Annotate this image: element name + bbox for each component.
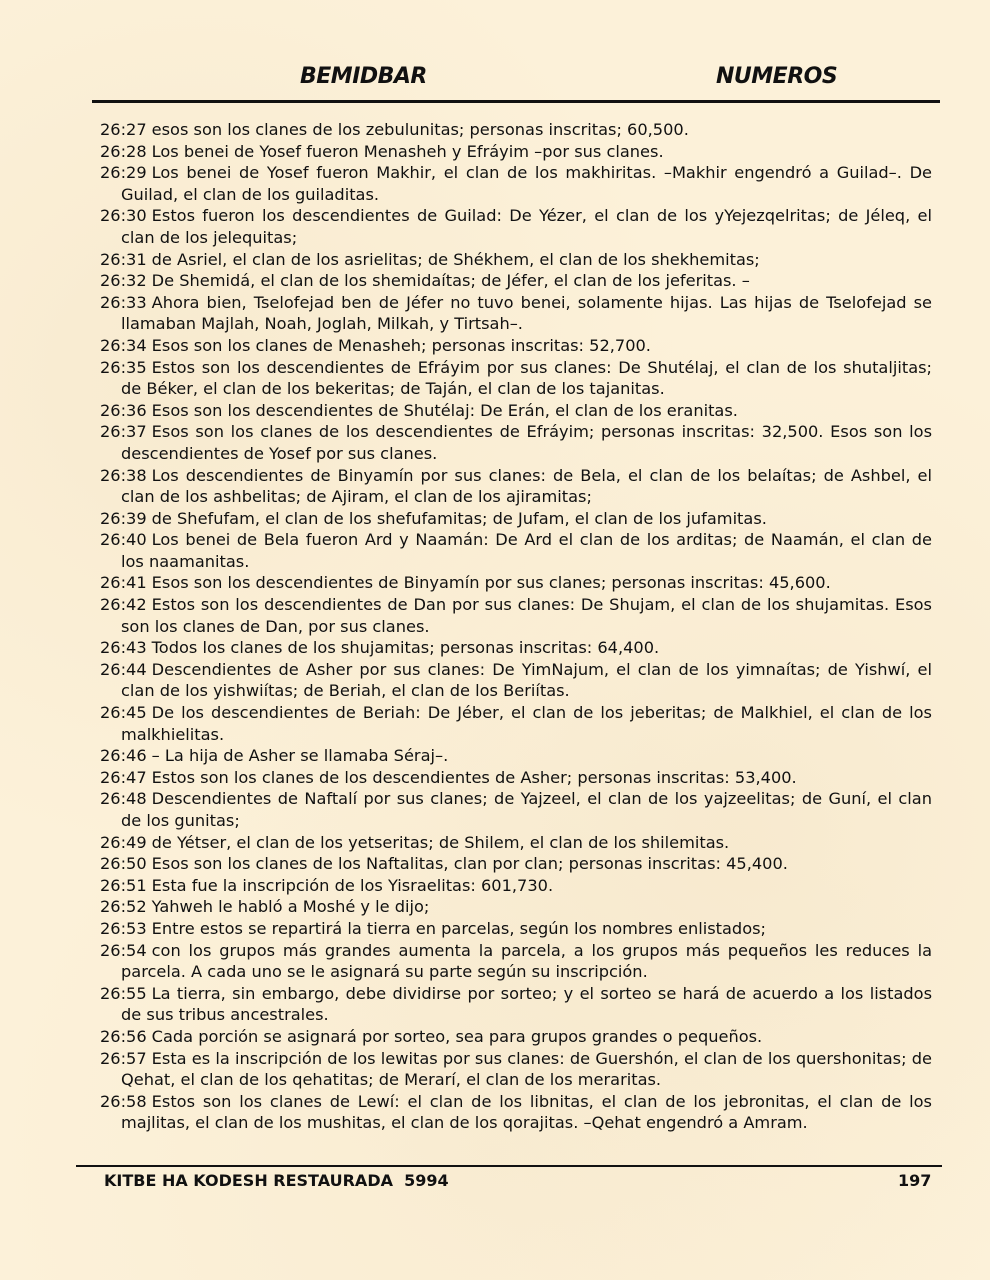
verse-text: Todos los clanes de los shujamitas; personas inscritas: 64,400. [151, 638, 660, 658]
verse [100, 357, 932, 400]
verse-text: de Yétser, el clan de los yetseritas; de Shilem, el clan de los shilemitas. [151, 832, 730, 852]
verse [100, 119, 932, 141]
book-title-spanish: NUMEROS [716, 64, 838, 89]
verse-text: Estos son los clanes de Lewí: el clan de los libnitas, el clan de los jebronitas, el clan de los majlitas, el clan de los mushitas, el clan de los qorajitas. –Qehat engendró a Amram. [121, 1091, 932, 1133]
page-header [0, 0, 990, 110]
verse-text: Descendientes de Naftalí por sus clanes; de Yajzeel, el clan de los yajzeelitas; de Guní, el clan de los gunitas; [121, 789, 932, 830]
verse [100, 853, 932, 875]
verse-reference: 26:33 [100, 292, 147, 312]
verse-reference: 26:48 [100, 789, 147, 809]
verse [100, 1091, 932, 1134]
verse [100, 659, 932, 702]
verse-text: Estos son los clanes de los descendientes de Asher; personas inscritas: 53,400. [151, 767, 797, 787]
verse [100, 572, 932, 594]
verse-text: esos son los clanes de los zebulunitas; personas inscritas; 60,500. [151, 120, 689, 139]
verse-reference: 26:57 [100, 1048, 147, 1068]
verse-text: Estos son los descendientes de Dan por sus clanes: De Shujam, el clan de los shujamitas. Esos son los clanes de Dan, por sus clanes. [121, 595, 932, 636]
verse [100, 400, 932, 422]
verse-text: Esta es la inscripción de los lewitas por sus clanes: de Guershón, el clan de los quershonitas; de Qehat, el clan de los qehatitas; de Merarí, el clan de los meraritas. [121, 1048, 932, 1090]
verse-text: De los descendientes de Beriah: De Jéber, el clan de los jeberitas; de Malkhiel, el clan de los malkhielitas. [121, 703, 932, 744]
verse-reference: 26:55 [100, 983, 147, 1003]
verse-reference: 26:52 [100, 897, 147, 917]
verse [100, 788, 932, 831]
verse [100, 421, 932, 464]
verse-text: Los benei de Bela fueron Ard y Naamán: De Ard el clan de los arditas; de Naamán, el clan de los naamanitas. [121, 530, 932, 571]
verse-text: Estos son los descendientes de Efráyim por sus clanes: De Shutélaj, el clan de los shutaljitas; de Béker, el clan de los bekeritas; de Taján, el clan de los tajanitas. [121, 357, 932, 399]
verse-reference: 26:46 [100, 746, 147, 766]
verse [100, 205, 932, 248]
verse-reference: 26:56 [100, 1026, 147, 1046]
verse [100, 162, 932, 205]
verse [100, 767, 932, 789]
verse-reference: 26:36 [100, 400, 147, 420]
verse-text: Estos fueron los descendientes de Guilad: De Yézer, el clan de los yYejezqelritas; de Jéleq, el clan de los jelequitas; [121, 206, 932, 247]
verse-reference: 26:27 [100, 120, 147, 139]
verse-text: Esos son los descendientes de Binyamín por sus clanes; personas inscritas: 45,600. [151, 573, 831, 593]
verse-text: de Asriel, el clan de los asrielitas; de Shékhem, el clan de los shekhemitas; [151, 249, 760, 269]
verse-text: Los benei de Yosef fueron Menasheh y Efráyim –por sus clanes. [151, 141, 664, 161]
verse [100, 141, 932, 163]
verse [100, 1026, 932, 1048]
verse-reference: 26:37 [100, 422, 147, 442]
verse-reference: 26:50 [100, 854, 147, 874]
verse-reference: 26:44 [100, 659, 147, 679]
verse-text: Esos son los clanes de Menasheh; personas inscritas: 52,700. [151, 335, 651, 355]
footer-publication-title: KITBE HA KODESH RESTAURADA 5994 [104, 1171, 449, 1190]
verse-reference: 26:43 [100, 638, 147, 658]
verse [100, 918, 932, 940]
verse-reference: 26:28 [100, 141, 147, 161]
verse-reference: 26:47 [100, 767, 147, 787]
verse [100, 1048, 932, 1091]
footer-divider [76, 1165, 942, 1167]
verse-text: de Shefufam, el clan de los shefufamitas; de Jufam, el clan de los jufamitas. [151, 508, 767, 528]
verse-reference: 26:49 [100, 832, 147, 852]
verse-text: Los descendientes de Binyamín por sus clanes: de Bela, el clan de los belaítas; de Ashbel, el clan de los ashbelitas; de Ajiram, el clan de los ajiramitas; [121, 465, 932, 507]
verse [100, 875, 932, 897]
verse [100, 832, 932, 854]
verse [100, 637, 932, 659]
verse-text: Esta fue la inscripción de los Yisraelitas: 601,730. [151, 875, 554, 895]
verse-text: La tierra, sin embargo, debe dividirse por sorteo; y el sorteo se hará de acuerdo a los listados de sus tribus ancestrales. [121, 983, 932, 1025]
page-number: 197 [898, 1171, 932, 1190]
verse [100, 594, 932, 637]
verse-reference: 26:34 [100, 335, 147, 355]
verse-text: Los benei de Yosef fueron Makhir, el clan de los makhiritas. –Makhir engendró a Guilad–. De Guilad, el clan de los guiladitas. [121, 163, 932, 204]
verse [100, 335, 932, 357]
verse-text: De Shemidá, el clan de los shemidaítas; de Jéfer, el clan de los jeferitas. – [151, 271, 750, 291]
verse [100, 270, 932, 292]
verse-reference: 26:35 [100, 357, 147, 377]
verse-reference: 26:31 [100, 249, 147, 269]
verse-reference: 26:53 [100, 918, 147, 938]
verse-reference: 26:39 [100, 508, 147, 528]
verse-reference: 26:41 [100, 573, 147, 593]
verse-text: Ahora bien, Tselofejad ben de Jéfer no tuvo benei, solamente hijas. Las hijas de Tselofejad se llamaban Majlah, Noah, Joglah, Milkah, y Tirtsah–. [121, 292, 932, 334]
book-title-hebrew: BEMIDBAR [300, 64, 427, 89]
verse-text: con los grupos más grandes aumenta la parcela, a los grupos más pequeños les reduces la parcela. A cada uno se le asignará su parte según su inscripción. [121, 940, 932, 982]
verse [100, 465, 932, 508]
verse-text: Esos son los descendientes de Shutélaj: De Erán, el clan de los eranitas. [151, 400, 738, 420]
verse-reference: 26:51 [100, 875, 147, 895]
verse [100, 292, 932, 335]
verse-text: Esos son los clanes de los Naftalitas, clan por clan; personas inscritas: 45,400. [151, 854, 788, 874]
verse [100, 745, 932, 767]
verse-reference: 26:40 [100, 530, 147, 550]
verse-text: Entre estos se repartirá la tierra en parcelas, según los nombres enlistados; [151, 918, 766, 938]
verse [100, 508, 932, 530]
verse-reference: 26:38 [100, 465, 147, 485]
verse-reference: 26:45 [100, 703, 147, 723]
verse-list [100, 119, 932, 1134]
verse-reference: 26:54 [100, 940, 147, 960]
verse-reference: 26:42 [100, 595, 147, 615]
verse [100, 896, 932, 918]
verse-text: Descendientes de Asher por sus clanes: De YimNajum, el clan de los yimnaítas; de Yishwí, el clan de los yishwiítas; de Beriah, el clan de los Beriítas. [121, 659, 932, 701]
verse [100, 940, 932, 983]
verse-text: – La hija de Asher se llamaba Séraj–. [151, 746, 449, 766]
verse [100, 983, 932, 1026]
verse-reference: 26:30 [100, 206, 147, 226]
verse [100, 529, 932, 572]
verse [100, 702, 932, 745]
verse-reference: 26:58 [100, 1091, 147, 1111]
verse-text: Esos son los clanes de los descendientes de Efráyim; personas inscritas: 32,500. Esos son los descendientes de Yosef por sus clanes. [121, 422, 932, 463]
verse-reference: 26:29 [100, 163, 147, 183]
verse-reference: 26:32 [100, 271, 147, 291]
verse-text: Yahweh le habló a Moshé y le dijo; [151, 897, 430, 917]
header-divider [92, 100, 940, 103]
verse-text: Cada porción se asignará por sorteo, sea para grupos grandes o pequeños. [151, 1026, 763, 1046]
verse [100, 249, 932, 271]
